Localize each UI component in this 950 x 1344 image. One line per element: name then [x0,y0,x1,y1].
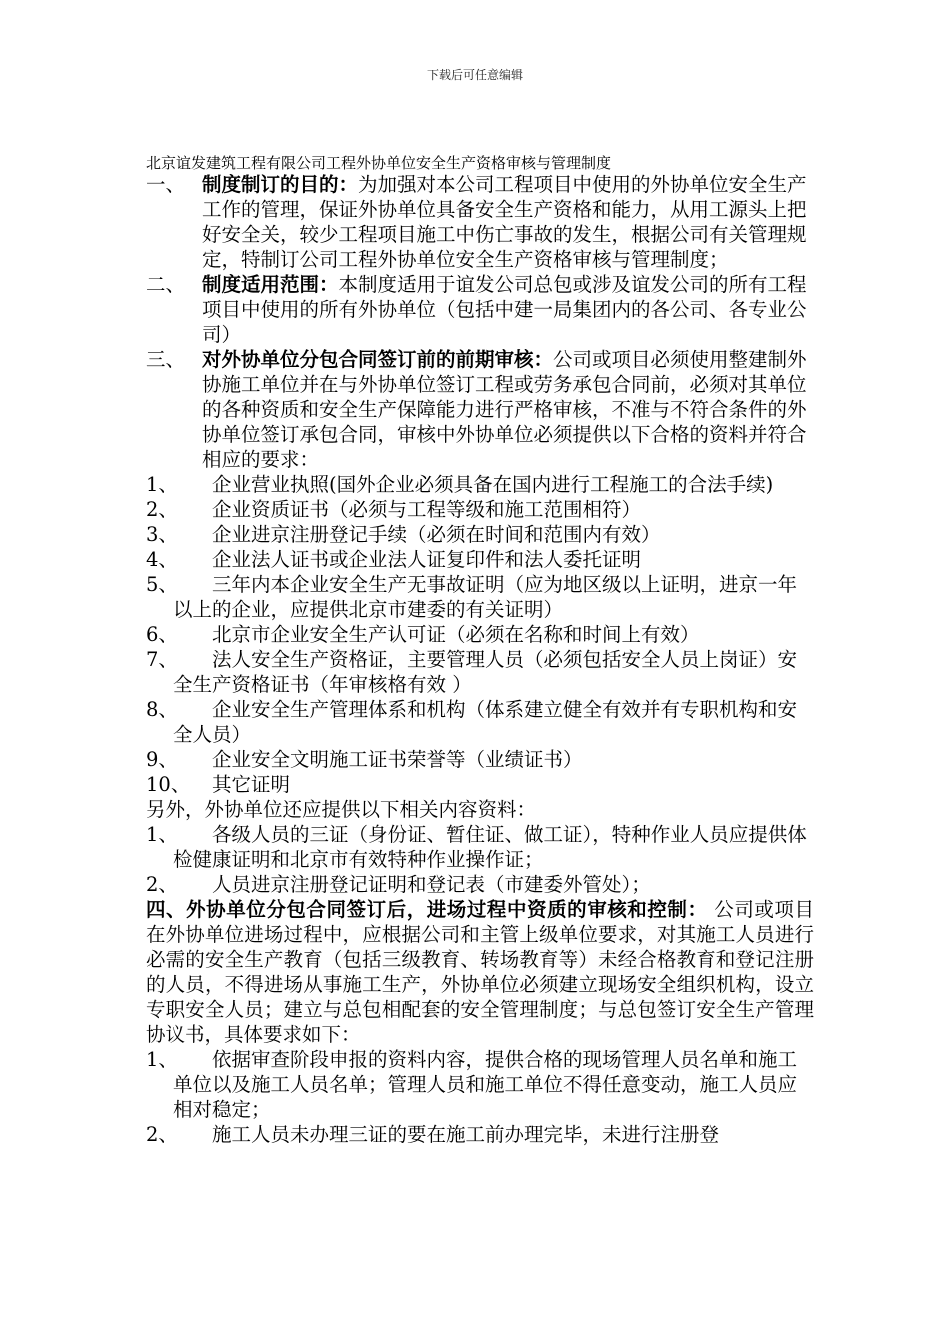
list-item [146,472,814,497]
list-item [146,872,814,897]
list-item-number: 2、 [146,498,178,521]
list-item-text: 施工人员未办理三证的要在施工前办理完毕，未进行注册登 [212,1123,720,1146]
list-item-text: 依据审查阶段申报的资料内容，提供合格的现场管理人员名单和施工单位以及施工人员名单；管理人员和施工单位不得任意变动，施工人员应相对稳定； [173,1048,798,1121]
extra-intro: 另外，外协单位还应提供以下相关内容资料： [146,798,537,821]
requirements-list [146,472,814,797]
list-item-number: 6、 [146,623,178,646]
list-item-number: 9、 [146,748,178,771]
section-number: 二、 [146,273,186,296]
list-item-text: 人员进京注册登记证明和登记表（市建委外管处）； [212,873,651,896]
list-item-text: 三年内本企业安全生产无事故证明（应为地区级以上证明，进京一年以上的企业，应提供北京市建委的有关证明） [173,573,798,621]
list-item [146,497,814,522]
list-item-text: 企业法人证书或企业法人证复印件和法人委托证明 [212,548,642,571]
document-title: 北京谊发建筑工程有限公司工程外协单位安全生产资格审核与管理制度 [146,154,612,172]
list-item-number: 2、 [146,1123,178,1146]
section-text: 公司或项目在外协单位进场过程中，应根据公司和主管上级单位要求，对其施工人员进行必需的安全生产教育（包括三级教育、转场教育等）未经合格教育和登记注册的人员，不得进场从事施工生产，外协单位必须建立现场安全组织机构，设立专职安全人员；建立与总包相配套的安全管理制度；与总包签订安全生产管理协议书，具体要求如下： [146,898,814,1046]
section-heading: 制度适用范围： [202,273,339,296]
list-item-number: 1、 [146,1048,178,1071]
section-3 [146,347,814,472]
list-item-text: 北京市企业安全生产认可证（必须在名称和时间上有效） [212,623,700,646]
list-item [146,772,814,797]
list-item-text: 企业安全文明施工证书荣誉等（业绩证书） [212,748,583,771]
list-item-text: 其它证明 [212,773,291,796]
list-item-number: 3、 [146,523,178,546]
document-body [146,172,814,1147]
section-heading: 四、外协单位分包合同签订后，进场过程中资质的审核和控制： [146,898,708,921]
list-item [146,747,814,772]
list-item-number: 2、 [146,873,178,896]
list-item-number: 1、 [146,823,178,846]
list-item-text: 各级人员的三证（身份证、暂住证、做工证），特种作业人员应提供体检健康证明和北京市有效特种作业操作证； [173,823,807,871]
header-note: 下载后可任意编辑 [426,68,523,82]
list-item [146,697,814,747]
section-text: 为加强对本公司工程项目中使用的外协单位安全生产工作的管理，保证外协单位具备安全生产资格和能力，从用工源头上把好安全关，较少工程项目施工中伤亡事故的发生，根据公司有关管理规定，特制订公司工程外协单位安全生产资格审核与管理制度； [202,173,807,271]
list-item [146,622,814,647]
list-item [146,1047,814,1122]
section-text: 本制度适用于谊发公司总包或涉及谊发公司的所有工程项目中使用的所有外协单位（包括中建一局集团内的各公司、各专业公司） [202,273,807,346]
list-item [146,547,814,572]
list-item-number: 10、 [146,773,191,796]
section-1 [146,172,814,272]
section-text: 公司或项目必须使用整建制外协施工单位并在与外协单位签订工程或劳务承包合同前，必须对其单位的各种资质和安全生产保障能力进行严格审核，不准与不符合条件的外协单位签订承包合同，审核中外协单位必须提供以下合格的资料并符合相应的要求： [202,348,807,471]
list-item-text: 企业营业执照(国外企业必须具备在国内进行工程施工的合法手续) [212,473,774,496]
list-item-number: 5、 [146,573,178,596]
list-item-number: 8、 [146,698,178,721]
list-item-number: 4、 [146,548,178,571]
list-item-text: 企业进京注册登记手续（必须在时间和范围内有效） [212,523,661,546]
section-heading: 对外协单位分包合同签订前的前期审核： [202,348,554,371]
section-number: 一、 [146,173,186,196]
section-heading: 制度制订的目的： [202,173,359,196]
section-2 [146,272,814,347]
list-item [146,647,814,697]
section-number: 三、 [146,348,186,371]
list-item [146,522,814,547]
section-4 [146,897,814,1047]
list-item-text: 企业资质证书（必须与工程等级和施工范围相符） [212,498,642,521]
list-item-text: 法人安全生产资格证，主要管理人员（必须包括安全人员上岗证）安全生产资格证书（年审核格有效 ） [173,648,798,696]
list-item-number: 7、 [146,648,178,671]
list-item [146,822,814,872]
list-item [146,1122,814,1147]
list-item-number: 1、 [146,473,178,496]
extra-materials-list [146,822,814,897]
entry-control-list [146,1047,814,1147]
list-item [146,572,814,622]
list-item-text: 企业安全生产管理体系和机构（体系建立健全有效并有专职机构和安全人员） [173,698,798,746]
